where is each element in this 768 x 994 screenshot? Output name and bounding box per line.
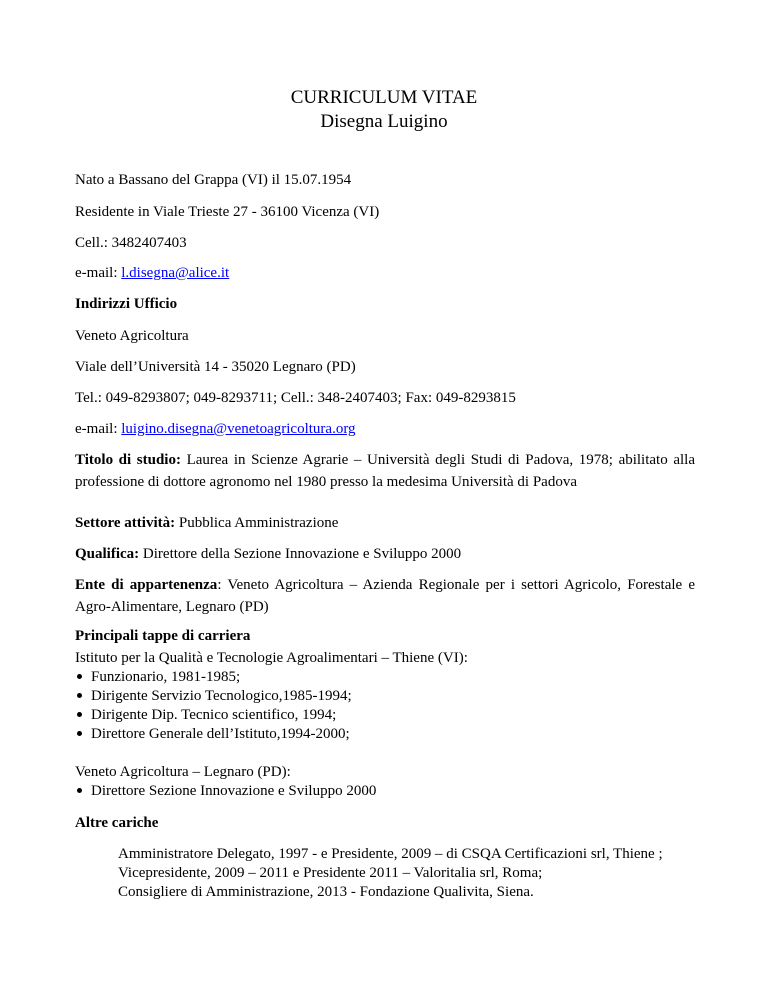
office-email-line (75, 418, 356, 440)
residence-info: Residente in Viale Trieste 27 - 36100 Vicenza (VI) (75, 204, 380, 220)
bullet-icon (77, 712, 82, 717)
personal-email-line (75, 262, 229, 284)
entity-paragraph (75, 574, 695, 618)
email-label: e-mail: (75, 265, 122, 281)
entity-label: Ente di appartenenza (75, 577, 218, 593)
other-heading: Altre cariche (75, 815, 159, 831)
sector-label: Settore attività: (75, 515, 176, 531)
list-item: Dirigente Dip. Tecnico scientifico, 1994; (75, 706, 352, 725)
cell-info: Cell.: 3482407403 (75, 235, 187, 251)
person-name: Disegna Luigino (320, 111, 448, 132)
office-email-link[interactable]: luigino.disegna@venetoagricoltura.org (121, 421, 356, 437)
other-line-1: Amministratore Delegato, 1997 - e Presidente, 2009 – di CSQA Certificazioni srl, Thiene ; (118, 846, 663, 862)
office-org: Veneto Agricoltura (75, 328, 189, 344)
studies-label: Titolo di studio: (75, 452, 181, 468)
other-line-3: Consigliere di Amministrazione, 2013 - Fondazione Qualivita, Siena. (118, 884, 534, 900)
sector-line (75, 512, 338, 534)
list-item: Dirigente Servizio Tecnologico,1985-1994; (75, 687, 352, 706)
sector-text: Pubblica Amministrazione (175, 515, 339, 531)
other-line-2: Vicepresidente, 2009 – 2011 e Presidente 2011 – Valoritalia srl, Roma; (118, 865, 543, 881)
list-item: Funzionario, 1981-1985; (75, 668, 352, 687)
birth-info: Nato a Bassano del Grappa (VI) il 15.07.1954 (75, 172, 352, 188)
office-phones: Tel.: 049-8293807; 049-8293711; Cell.: 348-2407403; Fax: 049-8293815 (75, 390, 516, 406)
qualification-line (75, 543, 461, 565)
career-institute: Istituto per la Qualità e Tecnologie Agroalimentari – Thiene (VI): (75, 650, 468, 666)
personal-email-link[interactable]: l.disegna@alice.it (121, 265, 230, 281)
list-item: Direttore Sezione Innovazione e Sviluppo 2000 (75, 782, 376, 801)
institute-list (75, 668, 352, 744)
office-heading: Indirizzi Ufficio (75, 296, 178, 312)
qualification-label: Qualifica: (75, 546, 140, 562)
list-item: Direttore Generale dell’Istituto,1994-2000; (75, 725, 352, 744)
bullet-icon (77, 731, 82, 736)
qualification-text: Direttore della Sezione Innovazione e Sviluppo 2000 (139, 546, 462, 562)
bullet-icon (77, 788, 82, 793)
career-veneto: Veneto Agricoltura – Legnaro (PD): (75, 764, 291, 780)
veneto-list (75, 782, 376, 801)
studies-text: Laurea in Scienze Agrarie – Università degli Studi di Padova, 1978; abilitato alla professione di dottore agronomo nel 1980 presso la medesima Università di Padova (75, 452, 695, 490)
document-title: CURRICULUM VITAE (290, 87, 478, 108)
bullet-icon (77, 693, 82, 698)
studies-paragraph (75, 449, 695, 493)
entity-text: : Veneto Agricoltura – Azienda Regionale per i settori Agricolo, Forestale e Agro-Alimentare, Legnaro (PD) (75, 577, 695, 615)
career-heading: Principali tappe di carriera (75, 628, 251, 644)
email-label: e-mail: (75, 421, 122, 437)
office-address: Viale dell’Università 14 - 35020 Legnaro (PD) (75, 359, 356, 375)
bullet-icon (77, 674, 82, 679)
